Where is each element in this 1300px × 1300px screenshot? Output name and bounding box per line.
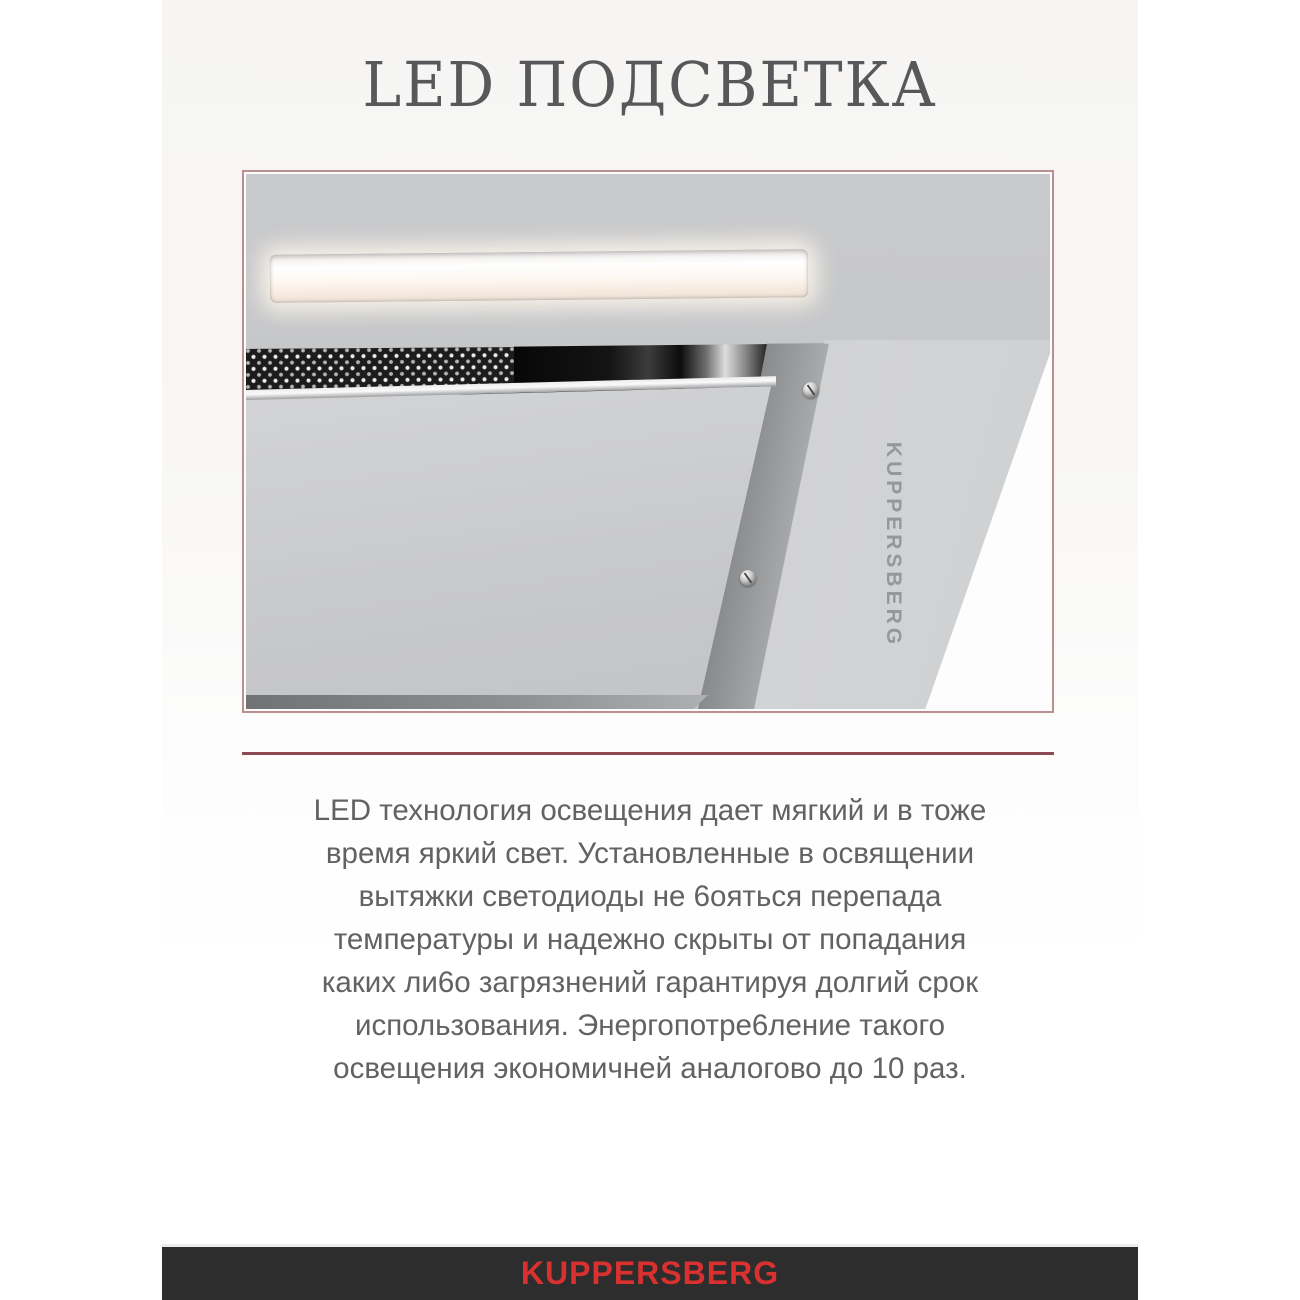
description-line: температуры и надежно скрыты от попадания — [333, 923, 967, 956]
description-line: освещения экономичней аналогово до 10 раз. — [333, 1052, 967, 1085]
screw — [740, 570, 756, 586]
description-text — [210, 789, 1090, 1090]
panel-bottom-shadow — [246, 695, 708, 709]
product-photo — [246, 174, 1050, 709]
led-light-strip — [270, 249, 808, 303]
accent-divider-line — [242, 752, 1054, 755]
brand-engraving-label: KUPPERSBERG — [882, 441, 906, 649]
description-line: использования. Энергопотре6ление такого — [354, 1009, 946, 1042]
description-line: время яркий свет. Установленные в освящении — [325, 837, 975, 870]
product-photo-frame — [242, 170, 1054, 713]
page-title: LED ПОДСВЕТКА — [362, 48, 938, 121]
screw — [803, 382, 819, 398]
description-line: LED технология освещения дает мягкий и в тоже — [313, 794, 987, 827]
description-line: каких ли6о загрязнений гарантируя долгий срок — [321, 966, 979, 999]
description-line: вытяжки светодиоды не 6ояться перепада — [358, 880, 942, 913]
brand-footer-bar — [162, 1244, 1138, 1300]
brand-footer-label: KUPPERSBERG — [520, 1255, 780, 1291]
product-card — [162, 0, 1138, 1300]
